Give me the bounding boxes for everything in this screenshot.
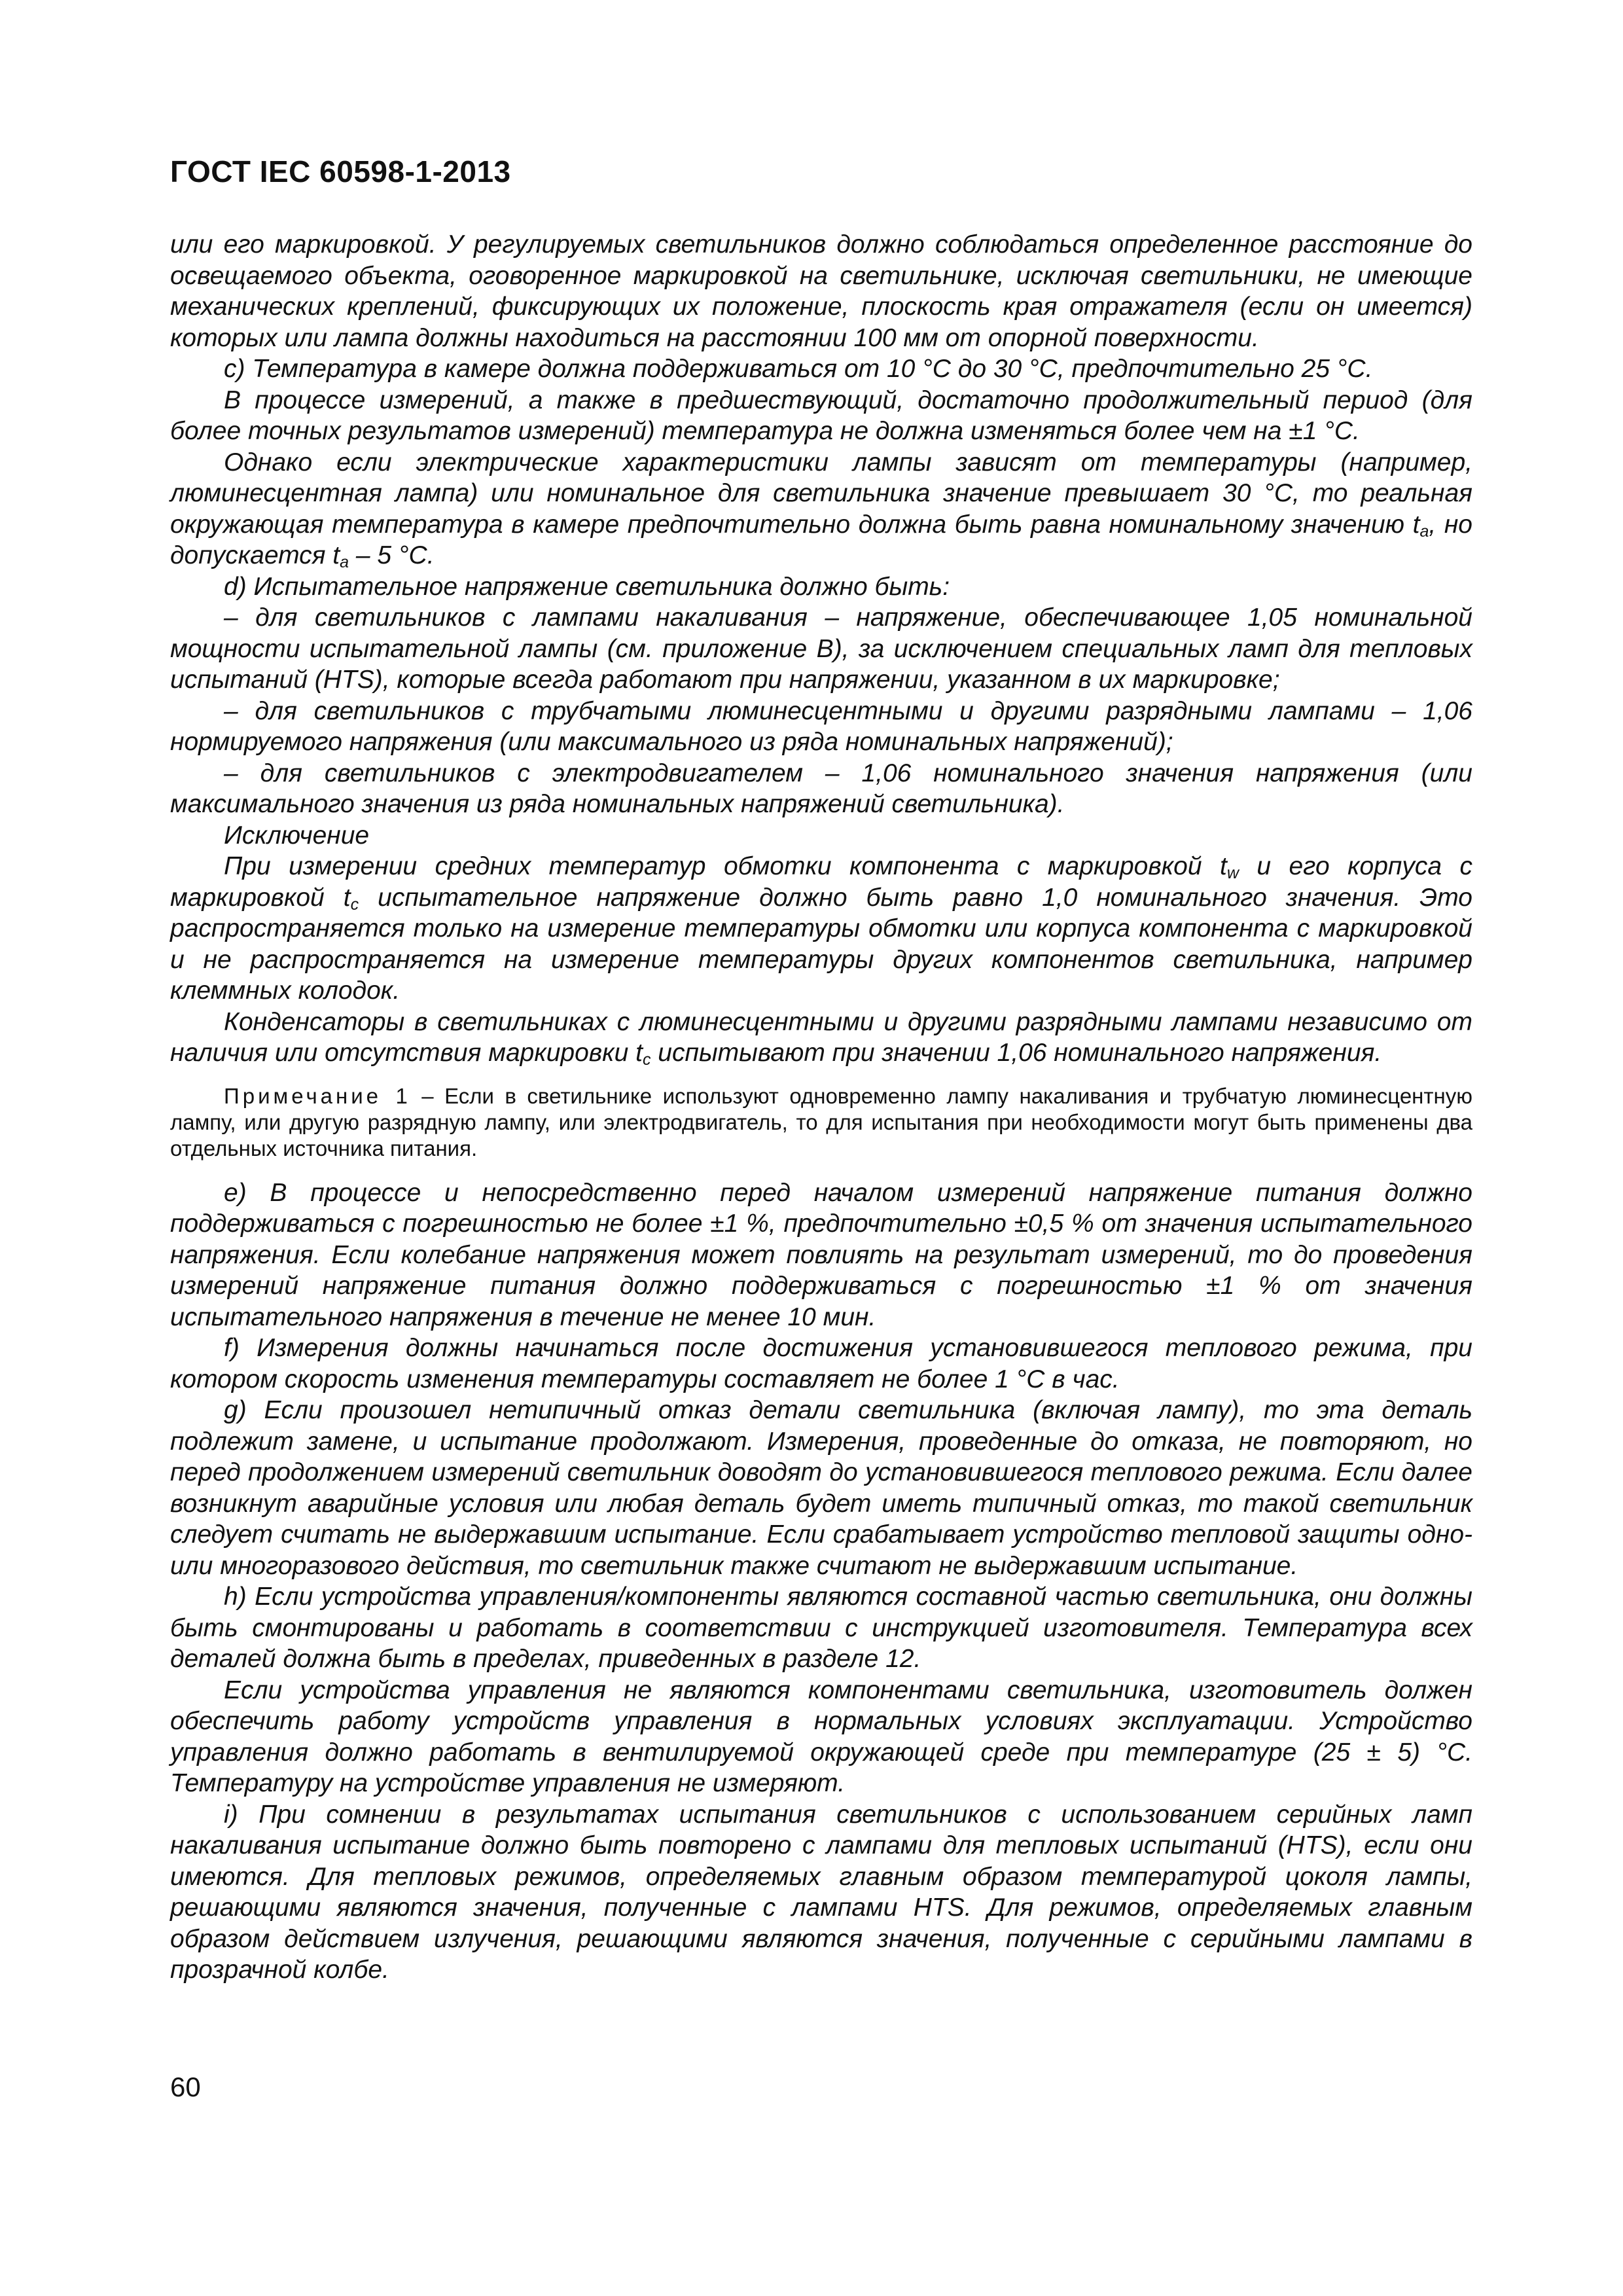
subscript-w: w xyxy=(1226,864,1239,882)
symbol-t: t xyxy=(1219,852,1227,880)
text-fragment: испытывают при значении 1,06 номинального напряжения. xyxy=(651,1039,1382,1067)
paragraph-item-i: i) При сомнении в результатах испытания светильников с использованием серийных ламп накаливания испытание должно быть повторено с лампами для тепловых испытаний (HTS), если они имеются. Для тепловых режимов, определяемых главным образом температурой цоколя лампы, решающими являются значения, полученные с лампами HTS. Для режимов, определяемых главным образом действием излучения, решающими являются значения, полученные с серийными лампами в прозрачной колбе. xyxy=(170,1800,1472,1984)
subscript-c: c xyxy=(350,895,359,914)
symbol-t: t xyxy=(343,883,351,912)
subscript-a: a xyxy=(340,553,349,571)
symbol-t: t xyxy=(332,541,340,569)
list-item-motor: – для светильников с электродвигателем – 1,06 номинального значения напряжения (или максимального значения из ряда номинальных напряжений светильника). xyxy=(170,759,1472,818)
paragraph-temperature-stability: В процессе измерений, а также в предшествующий, достаточно продолжительный период (для более точных результатов измерений) температура не должна изменяться более чем на ±1 °С. xyxy=(170,386,1472,445)
symbol-t: t xyxy=(635,1039,643,1067)
document-header: ГОСТ IEC 60598-1-2013 xyxy=(170,154,511,188)
paragraph-ambient-temperature xyxy=(170,447,1472,571)
paragraph-item-c: c) Температура в камере должна поддерживаться от 10 °С до 30 °С, предпочтительно 25 °С. xyxy=(224,355,1373,383)
paragraph-exception xyxy=(170,851,1472,1007)
text-fragment: – 5 °С. xyxy=(349,541,435,569)
text-fragment: При измерении средних температур обмотки компонента с маркировкой xyxy=(224,852,1220,880)
text-fragment: и его корпуса с маркировкой xyxy=(170,852,1472,912)
subscript-a: a xyxy=(1419,522,1429,541)
paragraph-exception-title: Исключение xyxy=(224,821,370,850)
subscript-c: c xyxy=(642,1050,651,1069)
paragraph-item-e: e) В процессе и непосредственно перед началом измерений напряжение питания должно поддерживаться с погрешностью не более ±1 %, предпочтительно ±0,5 % от значения испытательного напряжения. Если колебание напряжения может повлиять на результат измерений, то до проведения измерений напряжение питания должно поддерживаться с погрешностью ±1 % от значения испытательного напряжения в течение не менее 10 мин. xyxy=(170,1178,1472,1331)
note-text: – Если в светильнике используют одновременно лампу накаливания и трубчатую люминесцентную лампу, или другую разрядную лампу, или электродвигатель, то для испытания при необходимости могут быть применены два отдельных источника питания. xyxy=(170,1083,1472,1160)
page-number: 60 xyxy=(170,2072,201,2102)
paragraph-item-f: f) Измерения должны начинаться после достижения установившегося теплового режима, при котором скорость изменения температуры составляет не более 1 °С в час. xyxy=(170,1334,1472,1393)
text-fragment: Однако если электрические характеристики лампы зависят от температуры (например, люминесцентная лампа) или номинальное для светильника значение превышает 30 °С, то реальная окружающая температура в камере предпочтительно должна быть равна номинальному значению xyxy=(170,448,1472,539)
text-fragment: , но допускается xyxy=(170,510,1472,569)
paragraph-item-d: d) Испытательное напряжение светильника должно быть: xyxy=(224,572,950,601)
note-1 xyxy=(170,1083,1472,1162)
paragraph-item-g: g) Если произошел нетипичный отказ детали светильника (включая лампу), то эта деталь подлежит замене, и испытание продолжают. Измерения, проведенные до отказа, не повторяют, но перед продолжением измерений светильник доводят до установившегося теплового режима. Если далее возникнут аварийные условия или любая деталь будет иметь типичный отказ, то такой светильник следует считать не выдержавшим испытание. Если срабатывает устройство тепловой защиты одно- или многоразового действия, то светильник также считают не выдержавшим испытание. xyxy=(170,1396,1472,1580)
text-fragment: испытательное напряжение должно быть равно 1,0 номинального значения. Это распространяется только на измерение температуры обмотки или корпуса компонента с маркировкой и не распространяется на измерение температуры других компонентов светильника, например клеммных колодок. xyxy=(170,883,1472,1005)
paragraph-control-devices: Если устройства управления не являются компонентами светильника, изготовитель должен обеспечить работу устройств управления в нормальных условиях эксплуатации. Устройство управления должно работать в вентилируемой окружающей среде при температуре (25 ± 5) °С. Температуру на устройстве управления не измеряют. xyxy=(170,1676,1472,1797)
note-label: Примечание 1 xyxy=(224,1083,411,1108)
list-item-incandescent: – для светильников с лампами накаливания – напряжение, обеспечивающее 1,05 номинальной мощности испытательной лампы (см. приложение В), за исключением специальных ламп для тепловых испытаний (HTS), которые всегда работают при напряжении, указанном в их маркировке; xyxy=(170,603,1472,694)
paragraph-item-h: h) Если устройства управления/компоненты являются составной частью светильника, они должны быть смонтированы и работать в соответствии с инструкцией изготовителя. Температура всех деталей должна быть в пределах, приведенных в разделе 12. xyxy=(170,1583,1472,1673)
symbol-t: t xyxy=(1412,510,1420,539)
paragraph-capacitors xyxy=(170,1007,1472,1069)
list-item-fluorescent: – для светильников с трубчатыми люминесцентными и другими разрядными лампами – 1,06 нормируемого напряжения (или максимального из ряда номинальных напряжений); xyxy=(170,696,1472,756)
text-fragment: Конденсаторы в светильниках с люминесцентными и другими разрядными лампами независимо от наличия или отсутствия маркировки xyxy=(170,1007,1472,1067)
document-body xyxy=(170,229,1472,1986)
paragraph-continuation: или его маркировкой. У регулируемых светильников должно соблюдаться определенное расстояние до освещаемого объекта, оговоренное маркировкой на светильнике, исключая светильники, не имеющие механических креплений, фиксирующих их положение, плоскость края отражателя (если он имеется) которых или лампа должны находиться на расстоянии 100 мм от опорной поверхности. xyxy=(170,230,1472,352)
